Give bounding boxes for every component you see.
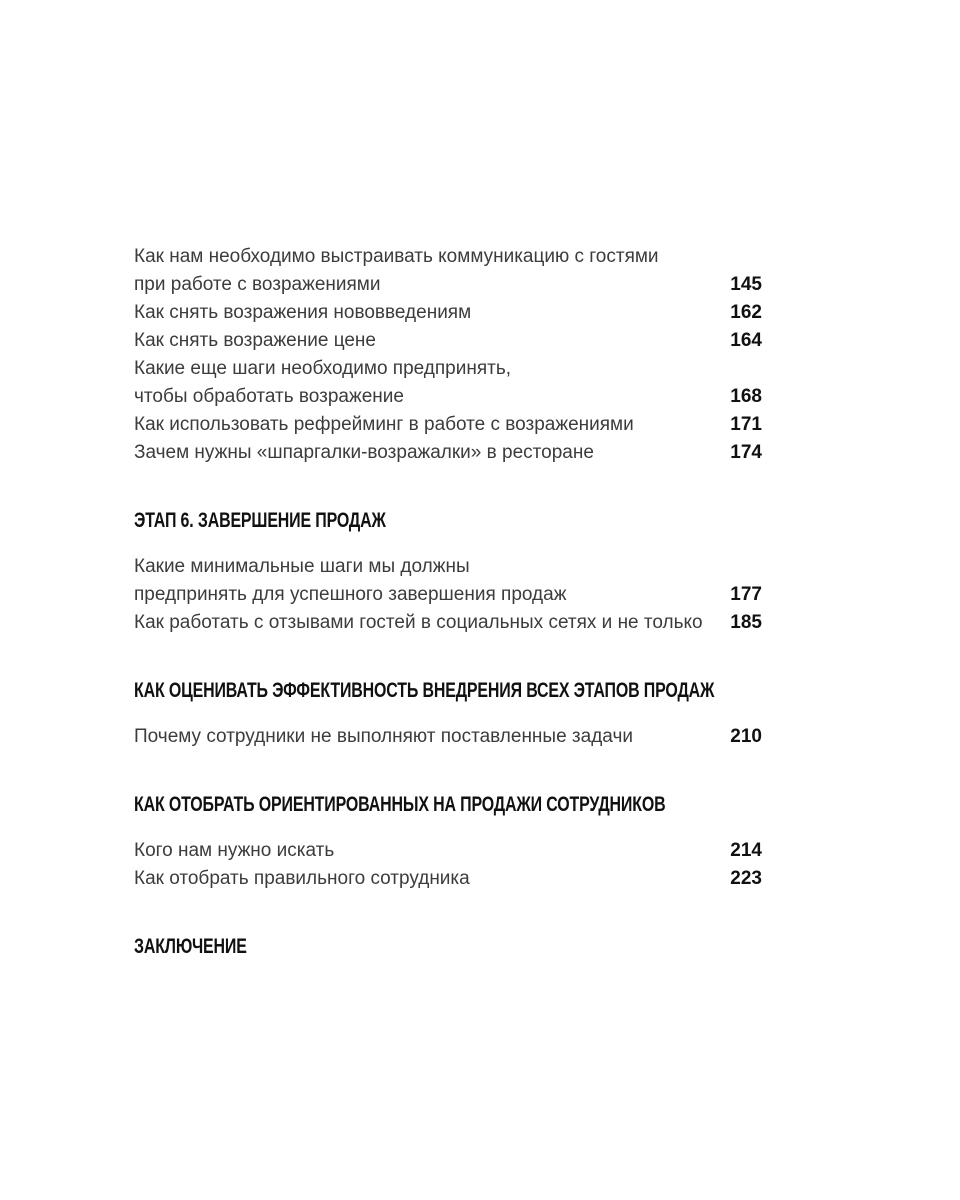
- toc-entry-page-number: 168: [730, 386, 762, 407]
- toc-entry: [134, 553, 762, 581]
- toc-entry: [134, 609, 762, 637]
- toc-entry-title: Почему сотрудники не выполняют поставленные задачи: [134, 726, 633, 747]
- toc-entry-title: Как использовать рефрейминг в работе с возражениями: [134, 414, 634, 435]
- toc-entry: [134, 411, 762, 439]
- toc-entry-title: Как снять возражение цене: [134, 330, 376, 351]
- toc-entry-title: Какие минимальные шаги мы должны: [134, 556, 470, 577]
- toc-entry: [134, 271, 762, 299]
- toc-entry-page-number: 210: [730, 726, 762, 747]
- toc-entry-page-number: 145: [730, 274, 762, 295]
- toc-entry-title: при работе с возражениями: [134, 274, 381, 295]
- toc-entry: [134, 837, 762, 865]
- toc-entry-page-number: 214: [730, 840, 762, 861]
- table-of-contents: [134, 0, 762, 979]
- toc-section-select-employees: [134, 791, 762, 893]
- toc-entry: [134, 355, 762, 383]
- toc-entry: [134, 581, 762, 609]
- toc-entry-title: предпринять для успешного завершения продаж: [134, 584, 567, 605]
- toc-section-stage6: [134, 507, 762, 637]
- toc-section-conclusion: [134, 933, 762, 961]
- toc-entry-page-number: 185: [730, 612, 762, 633]
- toc-entry: [134, 439, 762, 467]
- section-heading: ЗАКЛЮЧЕНИЕ: [134, 935, 247, 958]
- toc-entry: [134, 383, 762, 411]
- toc-entry-title: Как работать с отзывами гостей в социальных сетях и не только: [134, 612, 703, 633]
- toc-entry-title: Как нам необходимо выстраивать коммуникацию с гостями: [134, 246, 659, 267]
- toc-entry-page-number: 162: [730, 302, 762, 323]
- toc-entry: [134, 723, 762, 751]
- toc-entry-title: Зачем нужны «шпаргалки-возражалки» в ресторане: [134, 442, 594, 463]
- toc-entry-title: Как отобрать правильного сотрудника: [134, 868, 470, 889]
- section-heading: ЭТАП 6. ЗАВЕРШЕНИЕ ПРОДАЖ: [134, 509, 386, 532]
- toc-entry-title: чтобы обработать возражение: [134, 386, 404, 407]
- toc-entry: [134, 243, 762, 271]
- toc-entry-page-number: 223: [730, 868, 762, 889]
- toc-section-evaluate-effectiveness: [134, 677, 762, 751]
- toc-entry-page-number: 171: [730, 414, 762, 435]
- toc-entry-title: Какие еще шаги необходимо предпринять,: [134, 358, 512, 379]
- toc-entry: [134, 299, 762, 327]
- toc-entry-page-number: 174: [730, 442, 762, 463]
- section-heading: КАК ОЦЕНИВАТЬ ЭФФЕКТИВНОСТЬ ВНЕДРЕНИЯ ВСЕХ ЭТАПОВ ПРОДАЖ: [134, 679, 715, 702]
- toc-entry-page-number: 164: [730, 330, 762, 351]
- section-heading: КАК ОТОБРАТЬ ОРИЕНТИРОВАННЫХ НА ПРОДАЖИ СОТРУДНИКОВ: [134, 793, 666, 816]
- toc-section-stage5-continued: [134, 243, 762, 467]
- toc-entry-title: Как снять возражения нововведениям: [134, 302, 472, 323]
- toc-entry: [134, 327, 762, 355]
- toc-entry-title: Кого нам нужно искать: [134, 840, 335, 861]
- toc-entry: [134, 865, 762, 893]
- toc-entry-page-number: 177: [730, 584, 762, 605]
